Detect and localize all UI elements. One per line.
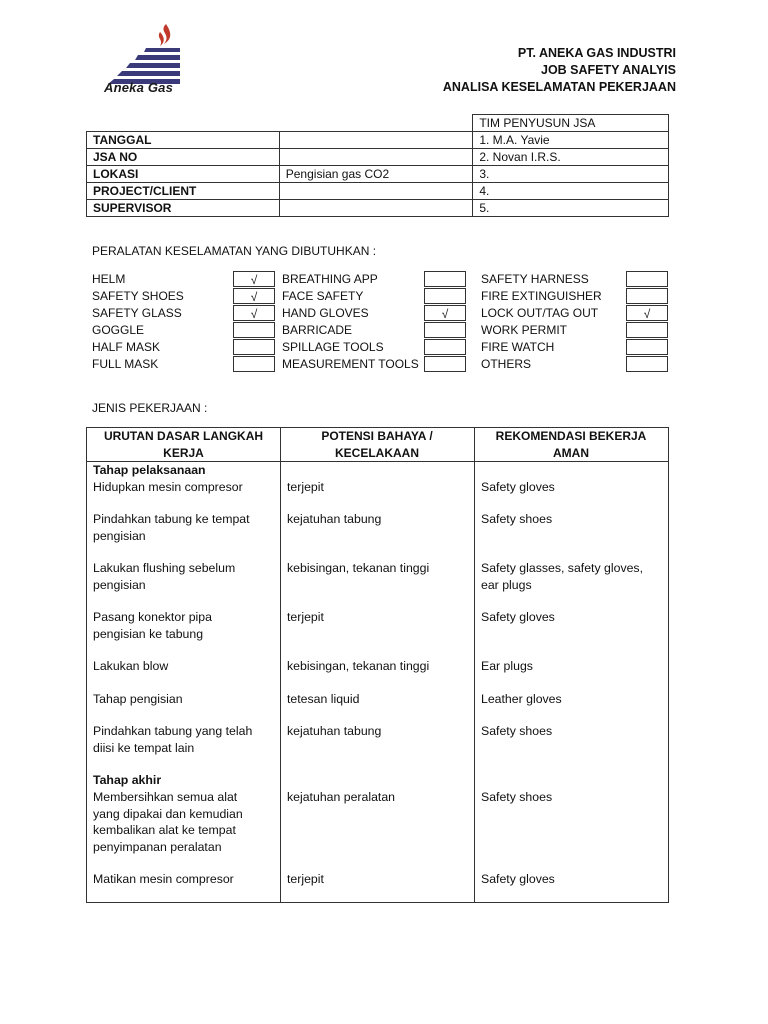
table-row [87,200,669,217]
info-value [279,183,473,200]
step-cell: Pindahkan tabung yang telah diisi ke tempat lain [93,724,253,755]
step-cell: Membersihkan semua alat yang dipakai dan kemudian kembalikan alat ke tempat penyimpanan peralatan [93,790,243,854]
equipment-name: HELM [92,272,126,286]
hazard-cell: kejatuhan tabung [287,724,382,738]
document-subtitle: ANALISA KESELAMATAN PEKERJAAN [442,80,676,94]
equipment-checkbox[interactable] [626,339,668,355]
phase-label: Tahap pelaksanaan [93,463,206,477]
column-header-hazard: POTENSI BAHAYA / KECELAKAAN [280,428,474,462]
equipment-name: FIRE EXTINGUISHER [481,289,602,303]
equipment-checkbox[interactable] [424,322,466,338]
recommendation-cell: Safety gloves [481,872,555,886]
equipment-name: LOCK OUT/TAG OUT [481,306,599,320]
equipment-checkbox[interactable]: √ [626,305,668,321]
hazard-cell: kebisingan, tekanan tinggi [287,659,430,673]
team-member: 4. [473,183,669,200]
recommendation-cell: Leather gloves [481,692,562,706]
step-cell: Lakukan flushing sebelum pengisian [93,561,236,592]
info-label: LOKASI [87,166,280,183]
info-value [279,200,473,217]
equipment-checkbox[interactable] [626,288,668,304]
column-header-step: URUTAN DASAR LANGKAH KERJA [87,428,280,462]
team-member: 3. [473,166,669,183]
equipment-name: BARRICADE [282,323,353,337]
equipment-item [92,271,277,288]
equipment-checkbox[interactable]: √ [233,288,275,304]
equipment-name: SAFETY GLASS [92,306,182,320]
equipment-name: SPILLAGE TOOLS [282,340,384,354]
table-row [87,183,669,200]
equipment-name: HALF MASK [92,340,161,354]
equipment-name: GOGGLE [92,323,145,337]
equipment-name: FIRE WATCH [481,340,555,354]
document-title: JOB SAFETY ANALYIS [541,63,676,77]
step-cell: Lakukan blow [93,659,169,673]
equipment-column-1 [92,271,277,373]
equipment-name: WORK PERMIT [481,323,567,337]
equipment-heading: PERALATAN KESELAMATAN YANG DIBUTUHKAN : [92,244,377,258]
jobs-table [86,427,669,903]
equipment-checkbox[interactable] [233,339,275,355]
hazard-cell: terjepit [287,610,324,624]
team-header: TIM PENYUSUN JSA [473,115,669,132]
equipment-checkbox[interactable] [626,271,668,287]
info-value [279,149,473,166]
equipment-name: FACE SAFETY [282,289,364,303]
equipment-column-3 [481,271,669,373]
document-titles [443,45,676,96]
equipment-checkbox[interactable] [424,271,466,287]
phase-label: Tahap akhir [93,773,162,787]
equipment-checkbox[interactable]: √ [233,271,275,287]
equipment-name: FULL MASK [92,357,159,371]
equipment-column-2 [282,271,477,373]
column-divider [474,428,475,902]
info-label: JSA NO [87,149,280,166]
team-member: 2. Novan I.R.S. [473,149,669,166]
info-value [279,132,473,149]
column-divider [280,428,281,902]
hazard-cell: kejatuhan peralatan [287,790,396,804]
equipment-name: SAFETY SHOES [92,289,184,303]
info-table [86,114,669,217]
recommendation-cell: Safety shoes [481,512,553,526]
recommendation-cell: Safety glasses, safety gloves, ear plugs [481,561,643,592]
hazard-cell: terjepit [287,480,324,494]
hazard-cell: terjepit [287,872,324,886]
recommendation-cell: Safety gloves [481,610,555,624]
equipment-checkbox[interactable]: √ [424,305,466,321]
team-member: 5. [473,200,669,217]
equipment-checkbox[interactable] [424,356,466,372]
recommendation-cell: Safety shoes [481,790,553,804]
equipment-name: HAND GLOVES [282,306,369,320]
equipment-checkbox[interactable] [424,339,466,355]
equipment-checkbox[interactable] [233,356,275,372]
equipment-checkbox[interactable] [626,356,668,372]
step-cell: Pasang konektor pipa pengisian ke tabung [93,610,212,641]
step-cell: Tahap pengisian [93,692,183,706]
step-cell: Pindahkan tabung ke tempat pengisian [93,512,250,543]
info-value: Pengisian gas CO2 [279,166,473,183]
company-name: PT. ANEKA GAS INDUSTRI [517,46,676,60]
table-row [87,149,669,166]
step-cell: Matikan mesin compresor [93,872,234,886]
info-label: SUPERVISOR [87,200,280,217]
equipment-checkbox[interactable]: √ [233,305,275,321]
recommendation-cell: Safety gloves [481,480,555,494]
equipment-checkbox[interactable] [424,288,466,304]
recommendation-cell: Safety shoes [481,724,553,738]
info-label: TANGGAL [87,132,280,149]
table-row [87,166,669,183]
info-label: PROJECT/CLIENT [87,183,280,200]
team-member: 1. M.A. Yavie [473,132,669,149]
hazard-cell: kejatuhan tabung [287,512,382,526]
logo-wordmark: Aneka Gas [104,80,174,95]
hazard-cell: kebisingan, tekanan tinggi [287,561,430,575]
hazard-cell: tetesan liquid [287,692,360,706]
table-row [87,132,669,149]
jobs-heading: JENIS PEKERJAAN : [92,401,208,415]
equipment-name: BREATHING APP [282,272,378,286]
equipment-checkbox[interactable] [626,322,668,338]
equipment-name: SAFETY HARNESS [481,272,589,286]
step-cell: Hidupkan mesin compresor [93,480,243,494]
equipment-checkbox[interactable] [233,322,275,338]
equipment-name: MEASUREMENT TOOLS [282,357,419,371]
recommendation-cell: Ear plugs [481,659,533,673]
column-header-recommendation: REKOMENDASI BEKERJA AMAN [474,428,668,462]
equipment-name: OTHERS [481,357,532,371]
